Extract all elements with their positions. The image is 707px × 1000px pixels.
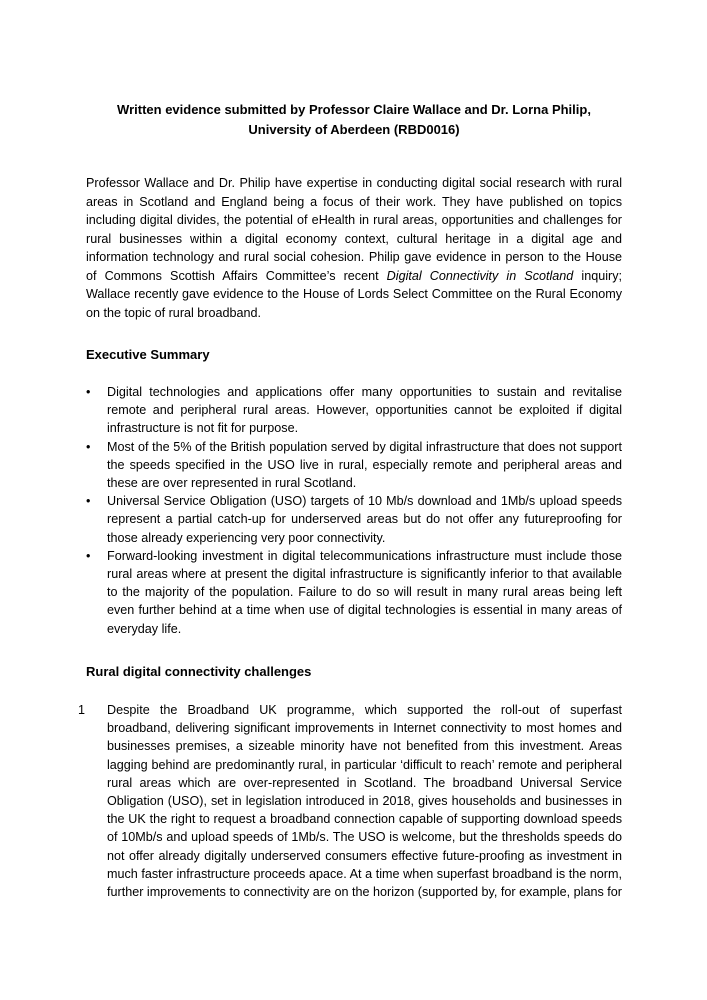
bullet-symbol: •	[86, 385, 91, 399]
bullet-symbol: •	[86, 494, 91, 509]
document-title: Written evidence submitted by Professor Claire Wallace and Dr. Lorna Philip, University of Aberdeen (RBD0016)	[117, 102, 591, 137]
numbered-paragraph	[78, 701, 622, 901]
summary-bullet-text: Universal Service Obligation (USO) targets of 10 Mb/s download and 1Mb/s upload speeds represent a partial catch-up for underserved areas but do not offer any futureproofing for those already experiencing very poor connectivity.	[107, 494, 622, 545]
paragraph-body: Despite the Broadband UK programme, which supported the roll-out of superfast broadband, delivering significant improvements in Internet connectivity to most homes and businesses premises, a sizeable minority have not benefited from this investment. Areas lagging behind are predominantly rural, in particular ‘difficult to reach’ remote and peripheral rural areas which are over-represented in Scotland. The broadband Universal Service Obligation (USO), set in legislation introduced in 2018, gives households and businesses in the UK the right to request a broadband connection capable of supporting download speeds of 10Mb/s and upload speeds of 1Mb/s. The USO is welcome, but the thresholds speeds do not offer already digitally underserved consumers effective future-proofing as investment in much faster infrastructure proceeds apace. At a time when superfast broadband is the norm, further improvements to connectivity are on the horizon (supported by, for example, plans for	[107, 703, 622, 900]
bullet-symbol: •	[86, 548, 91, 563]
summary-bullet-text: Forward-looking investment in digital telecommunications infrastructure must include those rural areas where at present the digital infrastructure is significantly inferior to that available to the majority of the population. Failure to do so will result in many rural areas being left even further behind at a time when use of digital technologies is essential in many areas of everyday life.	[107, 548, 622, 636]
intro-text-part-1: Professor Wallace and Dr. Philip have expertise in conducting digital social research with rural areas in Scotland and England being a focus of their work. They have published on topics including digital divides, the potential of eHealth in rural areas, opportunities and challenges for rural businesses within a digital economy context, cultural heritage in a digital age and information technology and rural social cohesion. Philip gave evidence in person to the House of Commons Scottish Affairs Committee’s recent	[86, 176, 622, 283]
summary-bullet-text: Digital technologies and applications offer many opportunities to sustain and revitalise remote and peripheral rural areas. However, opportunities cannot be exploited if digital infrastructure is not fit for purpose.	[107, 385, 622, 436]
bullet-symbol: •	[86, 439, 91, 454]
intro-paragraph	[86, 174, 622, 322]
executive-summary-list	[86, 383, 622, 638]
intro-inquiry-title: Digital Connectivity in Scotland	[386, 268, 574, 283]
paragraph-number: 1	[78, 703, 86, 717]
summary-bullet-item	[86, 383, 622, 438]
executive-summary-heading: Executive Summary	[86, 347, 210, 362]
summary-bullet-text: Most of the 5% of the British population served by digital infrastructure that does not support the speeds specified in the USO live in rural, especially remote and peripheral areas and these are over represented in rural Scotland.	[107, 439, 622, 491]
summary-bullet-item	[86, 438, 622, 493]
rural-connectivity-heading: Rural digital connectivity challenges	[86, 664, 312, 679]
intro-text-part-2: inquiry; Wallace recently gave evidence to the House of Lords Select Committee on the Rural Economy on the topic of rural broadband.	[86, 268, 622, 320]
summary-bullet-item	[86, 547, 622, 638]
summary-bullet-item	[86, 492, 622, 547]
